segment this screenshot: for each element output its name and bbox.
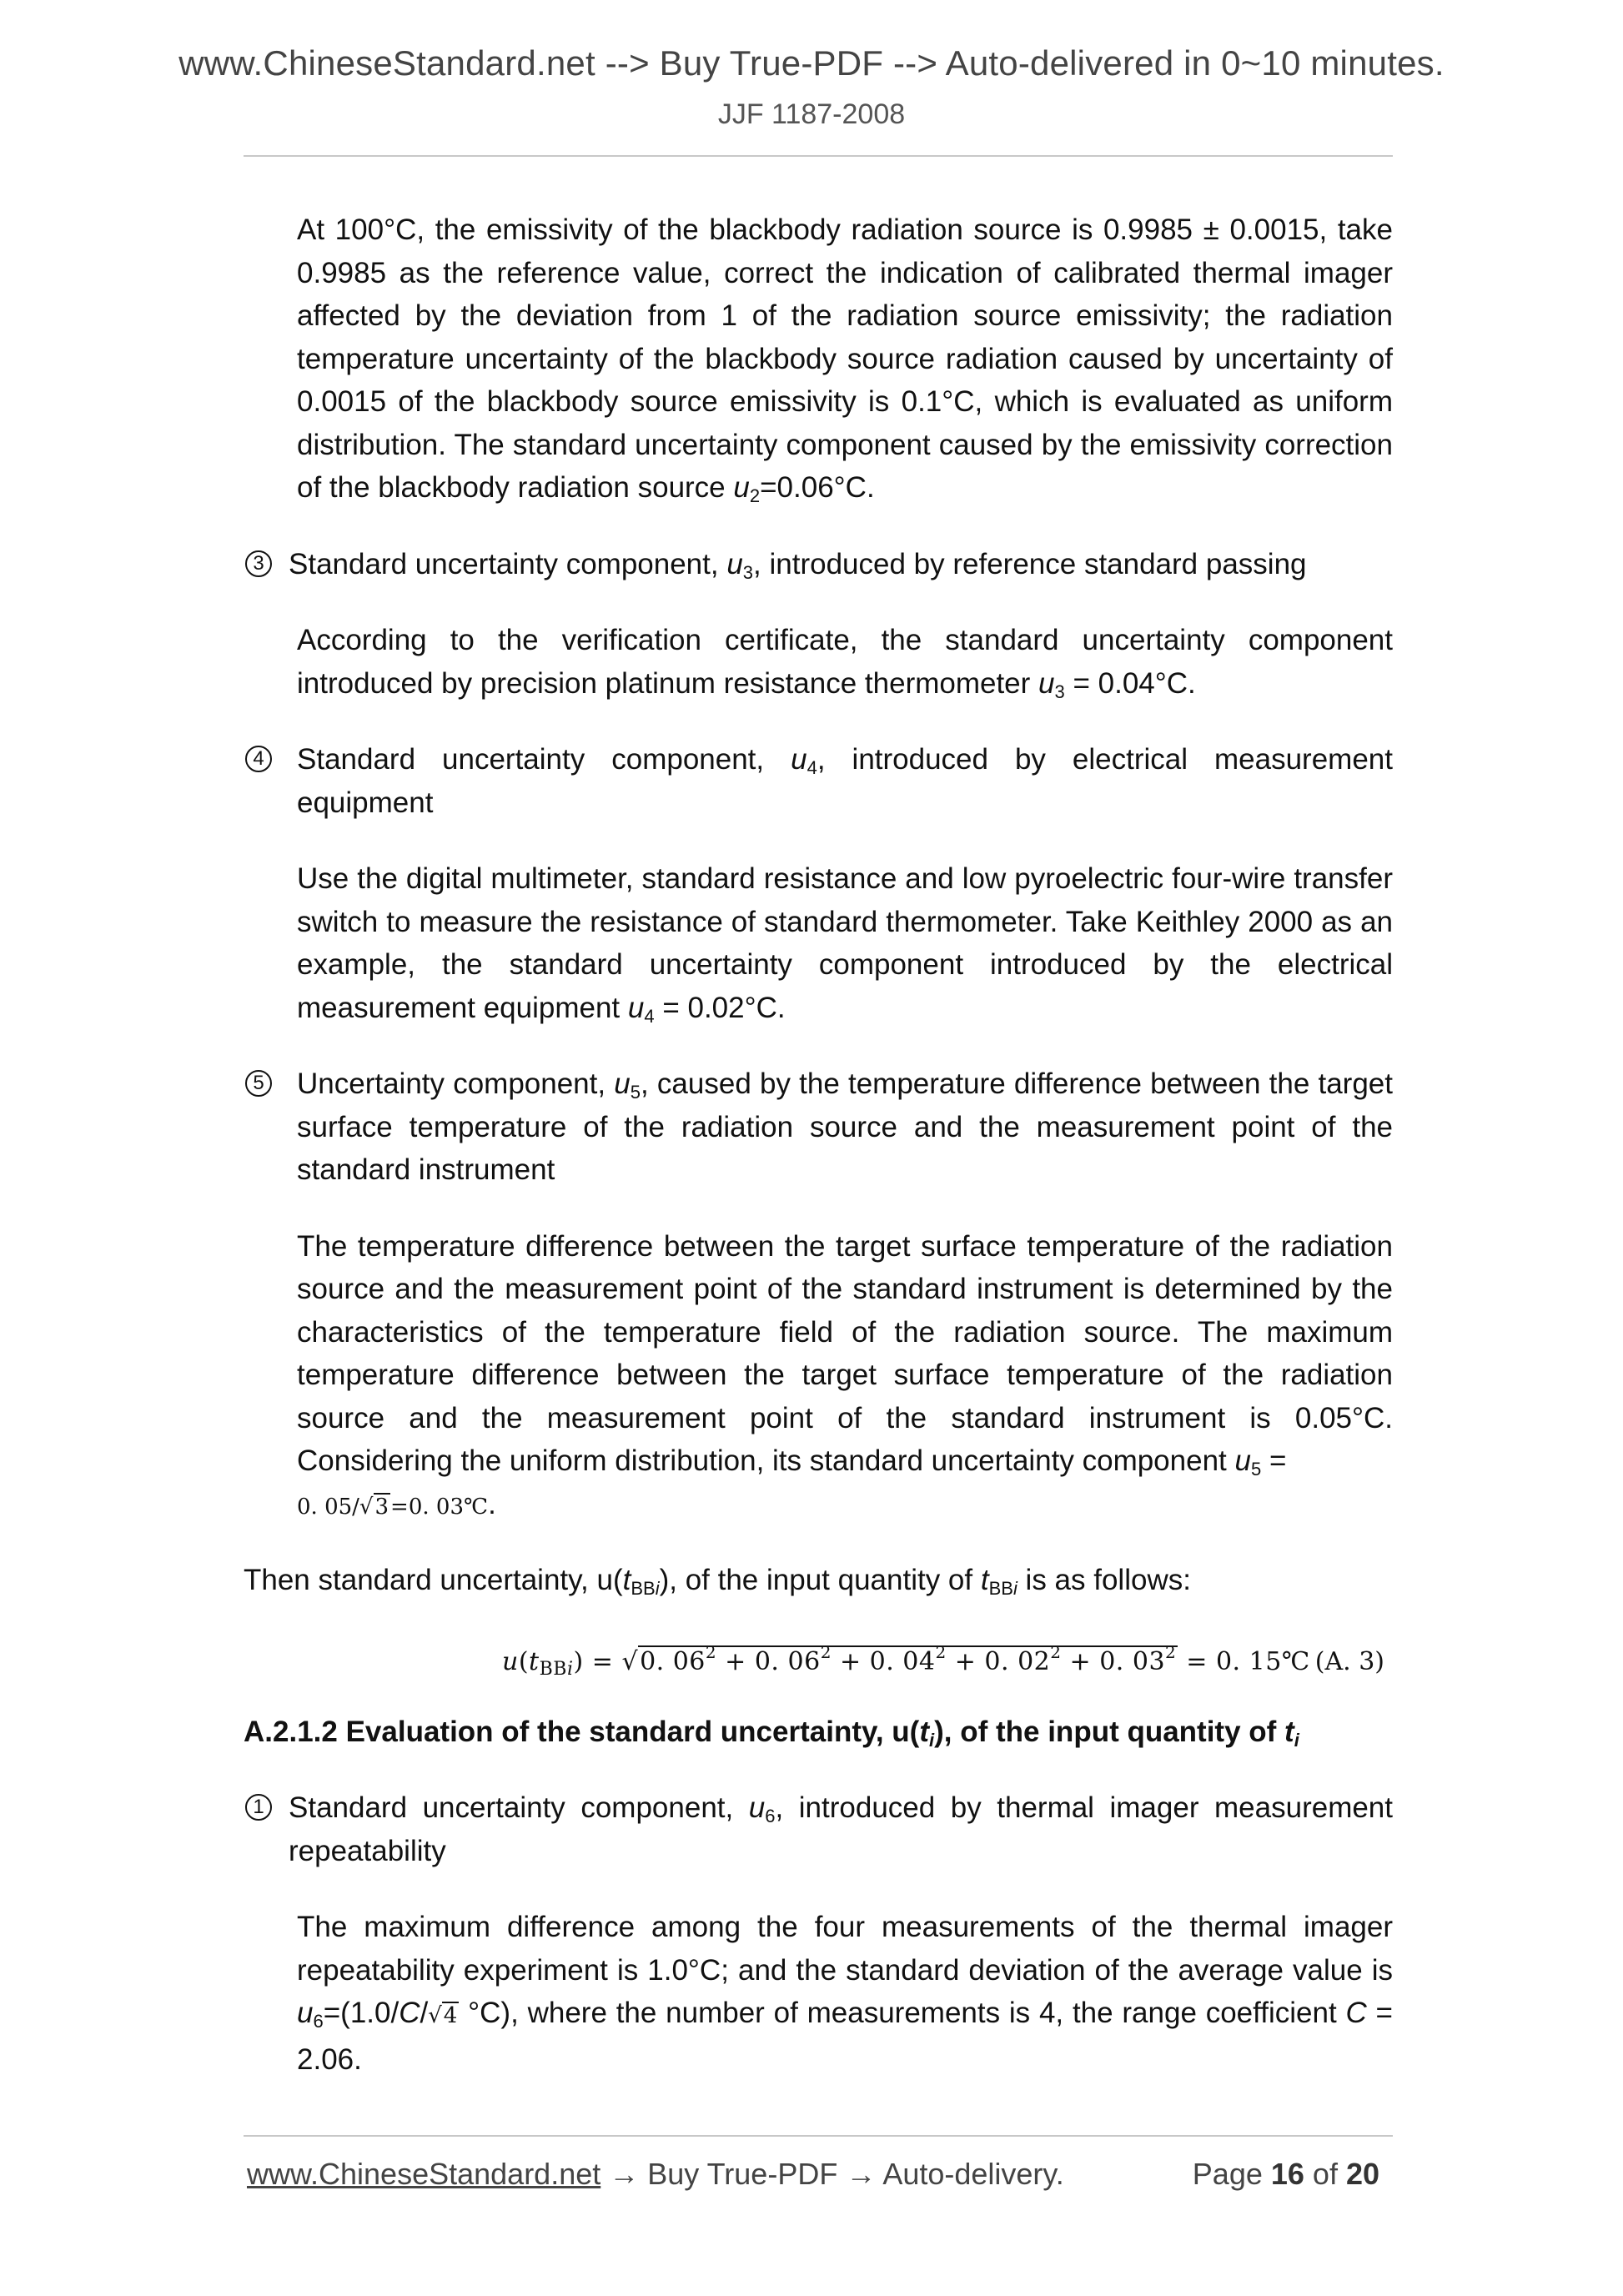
footer-text: → Buy True-PDF → Auto-delivery. xyxy=(600,2157,1064,2191)
section-heading-a212: A.2.1.2 Evaluation of the standard uncertainty, $u(t_i)$, of the input quantity of $t_i$ xyxy=(244,1715,1299,1751)
footer xyxy=(247,2157,1389,2192)
top-banner: www.ChineseStandard.net --> Buy True-PDF --> Auto-delivered in 0~10 minutes. xyxy=(178,43,1445,83)
equation-number: (A. 3) xyxy=(1314,1646,1384,1676)
paragraph-u4: Use the digital multimeter, standard resistance and low pyroelectric four-wire transfer switch to measure the resistance of standard thermometer. Take Keithley 2000 as an example, the standard uncertainty component introduced by the electrical measurement equipment $u_4 = 0.02^\circ C$. xyxy=(297,862,1393,1027)
circled-number: 3 xyxy=(245,550,272,577)
circled-number: 5 xyxy=(245,1070,272,1097)
paragraph-tbb: Then standard uncertainty, $u(t_{BBi})$, of the input quantity of $t_{BBi}$ is as follows: xyxy=(244,1564,1191,1599)
list-item-u5: 5 Uncertainty component, $u_5$, caused by the temperature difference between the target surface temperature of the radiation source and the measurement point of the standard instrument xyxy=(244,1063,1393,1192)
list-item-u4: 4 Standard uncertainty component, $u_4$, introduced by electrical measurement equipment xyxy=(244,738,1393,824)
paragraph-u6: The maximum difference among the four measurements of the thermal imager repeatability experiment is 1.0°C; and the standard deviation of the average value is $u_6=(1.0/C/√4$ °C), where the number of measurements is 4, the range coefficient C = 2.06. xyxy=(297,1911,1393,2076)
header-divider xyxy=(244,155,1393,157)
page-body xyxy=(244,208,1393,2081)
circled-number: 1 xyxy=(245,1794,272,1821)
equation-a3 xyxy=(244,1635,1393,1696)
footer-link[interactable]: www.ChineseStandard.net xyxy=(247,2157,601,2191)
list-item-u3: 3 Standard uncertainty component, $u_3$, introduced by reference standard passing xyxy=(244,543,1393,586)
footer-divider xyxy=(244,2135,1393,2137)
inline-math: 0. 05/√3=0. 03℃ xyxy=(297,1494,489,1520)
circled-number: 4 xyxy=(245,746,272,772)
page-indicator: Page 16 of 20 xyxy=(1192,2157,1379,2191)
list-item-u6: 1 Standard uncertainty component, $u_6$, introduced by thermal imager measurement repeatability xyxy=(244,1786,1393,1872)
paragraph-u3: According to the verification certificate, the standard uncertainty component introduced by precision platinum resistance thermometer $u_3 = 0.04^\circ C$. xyxy=(297,624,1393,702)
paragraph-u5: The temperature difference between the target surface temperature of the radiation source and the measurement point of the standard instrument is determined by the characteristics of the temperature field of the radiation source. The maximum temperature difference between the target surface temperature of the radiation source and the measurement point of the standard instrument is 0.05°C. Considering the uniform distribution, its standard uncertainty component $u_5$ = 0. 05/√3=0. 03℃. xyxy=(297,1229,1393,1520)
equation-body: $u(t_{BBi}) = √0$. $06^2 + 0$. $06^2 + 0$. $04^2 + 0$. $02^2 + 0$. $03^2 = 0$. 15℃ xyxy=(502,1641,1310,1680)
document-id: JJF 1187-2008 xyxy=(717,98,906,130)
paragraph-emissivity: At 100°C, the emissivity of the blackbody radiation source is 0.9985 ± 0.0015, take 0.9985 as the reference value, correct the indication of calibrated thermal imager affected by the deviation from 1 of the radiation source emissivity; the radiation temperature uncertainty of the blackbody source radiation caused by uncertainty of 0.0015 of the blackbody source emissivity is 0.1°C, which is evaluated as uniform distribution. The standard uncertainty component caused by the emissivity correction of the blackbody radiation source $u_2=0.06^\circ C$. xyxy=(297,214,1393,506)
